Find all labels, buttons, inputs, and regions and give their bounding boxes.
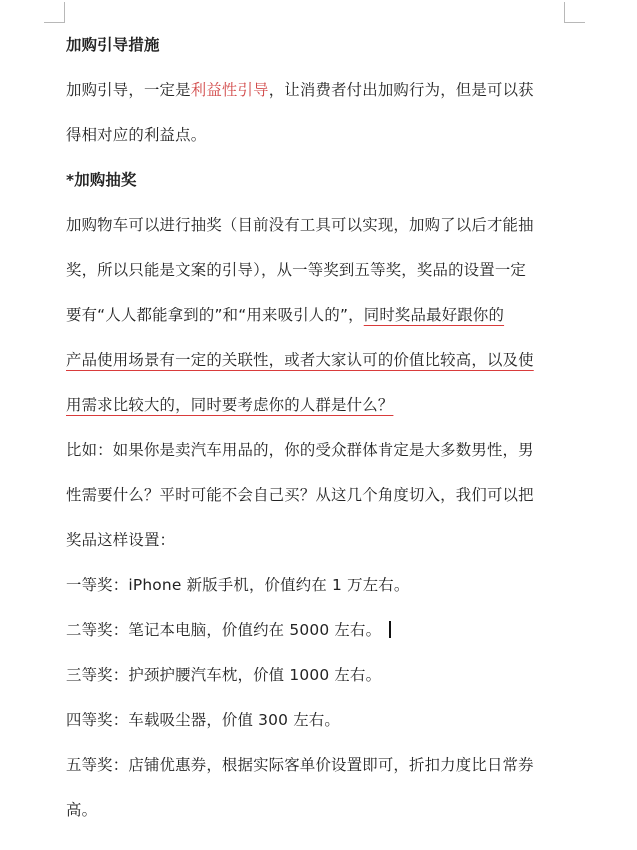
paragraph-3-line-2: 性需要什么？平时可能不会自己买？从这几个角度切入，我们可以把 — [66, 486, 534, 504]
text-cursor — [389, 621, 391, 638]
prize-first: 一等奖：iPhone 新版手机，价值约在 1 万左右。 — [66, 576, 410, 594]
paragraph-2-line-1: 加购物车可以进行抽奖（目前没有工具可以实现，加购了以后才能抽 — [66, 216, 534, 234]
paragraph-1-line-1 — [66, 75, 571, 120]
text-run: 二等奖：笔记本电脑，价值约在 5000 左右。 — [66, 621, 382, 639]
document-body[interactable] — [66, 30, 571, 840]
underlined-text: 产品使用场景有一定的关联性，或者大家认可的价值比较高，以及使 — [66, 351, 534, 369]
prize-fifth-line-2: 高。 — [66, 801, 98, 819]
underlined-text: 同时奖品最好跟你的 — [363, 306, 505, 324]
paragraph-2-line-3 — [66, 300, 571, 345]
doc-title: 加购引导措施 — [66, 36, 160, 54]
prize-second — [66, 615, 571, 660]
section-title: *加购抽奖 — [66, 171, 137, 189]
underlined-text: 用需求比较大的，同时要考虑你的人群是什么？ — [66, 396, 394, 414]
text-run: 要有“人人都能拿到的”和“用来吸引人的”， — [66, 306, 364, 324]
prize-third: 三等奖：护颈护腰汽车枕，价值 1000 左右。 — [66, 666, 382, 684]
text-run: 加购引导，一定是 — [66, 81, 191, 99]
page-corner-mark-left — [44, 2, 65, 23]
paragraph-3-line-3: 奖品这样设置： — [66, 531, 176, 549]
paragraph-3-line-1: 比如：如果你是卖汽车用品的，你的受众群体肯定是大多数男性，男 — [66, 441, 534, 459]
prize-fifth-line-1: 五等奖：店铺优惠券，根据实际客单价设置即可，折扣力度比日常券 — [66, 756, 534, 774]
prize-fourth: 四等奖：车载吸尘器，价值 300 左右。 — [66, 711, 341, 729]
page-corner-mark-right — [564, 2, 585, 23]
paragraph-2-line-4 — [66, 345, 571, 390]
highlight-text: 利益性引导 — [190, 81, 269, 99]
text-run: ，让消费者付出加购行为，但是可以获 — [268, 81, 534, 99]
paragraph-2-line-2: 奖，所以只能是文案的引导），从一等奖到五等奖，奖品的设置一定 — [66, 261, 527, 279]
paragraph-1-line-2: 得相对应的利益点。 — [66, 126, 207, 144]
paragraph-2-line-5 — [66, 390, 571, 435]
